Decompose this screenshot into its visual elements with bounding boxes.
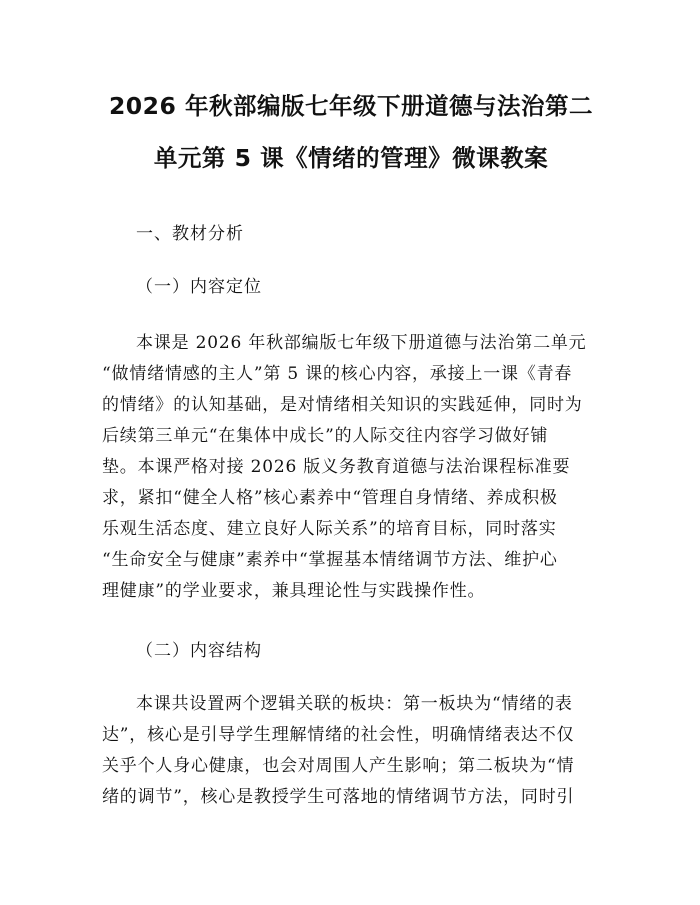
paragraph-line: 关乎个人身心健康，也会对周围人产生影响；第二板块为“情 bbox=[102, 756, 575, 776]
subsection-heading-content-structure: （二）内容结构 bbox=[136, 641, 262, 661]
subsection-heading-content-positioning: （一）内容定位 bbox=[136, 277, 262, 297]
paragraph-line: 的情绪》的认知基础，是对情绪相关知识的实践延伸，同时为 bbox=[102, 395, 583, 415]
paragraph-line: 理健康”的学业要求，兼具理论性与实践操作性。 bbox=[102, 581, 486, 601]
paragraph-line: 本课共设置两个逻辑关联的板块：第一板块为“情绪的表 bbox=[136, 694, 573, 714]
paragraph-line: 求，紧扣“健全人格”核心素养中“管理自身情绪、养成积极 bbox=[102, 488, 558, 508]
paragraph-line: 后续第三单元“在集体中成长”的人际交往内容学习做好铺 bbox=[102, 426, 549, 446]
paragraph-content-structure bbox=[102, 689, 600, 813]
paragraph-line: 垫。本课严格对接 2026 版义务教育道德与法治课程标准要 bbox=[102, 457, 571, 477]
paragraph-line: 乐观生活态度、建立良好人际关系”的培育目标，同时落实 bbox=[102, 519, 557, 539]
document-title bbox=[102, 80, 600, 184]
paragraph-line: “生命安全与健康”素养中“掌握基本情绪调节方法、维护心 bbox=[102, 550, 558, 570]
paragraph-line: 本课是 2026 年秋部编版七年级下册道德与法治第二单元 bbox=[136, 333, 587, 353]
paragraph-line: 达”，核心是引导学生理解情绪的社会性，明确情绪表达不仅 bbox=[102, 725, 575, 745]
paragraph-content-positioning bbox=[102, 328, 600, 607]
paragraph-line: 绪的调节”，核心是教授学生可落地的情绪调节方法，同时引 bbox=[102, 787, 575, 807]
paragraph-line: “做情绪情感的主人”第 5 课的核心内容，承接上一课《青春 bbox=[102, 364, 573, 384]
section-heading-textbook-analysis: 一、教材分析 bbox=[136, 224, 244, 244]
title-line: 单元第 5 课《情绪的管理》微课教案 bbox=[153, 144, 549, 172]
title-line: 2026 年秋部编版七年级下册道德与法治第二 bbox=[108, 92, 594, 120]
